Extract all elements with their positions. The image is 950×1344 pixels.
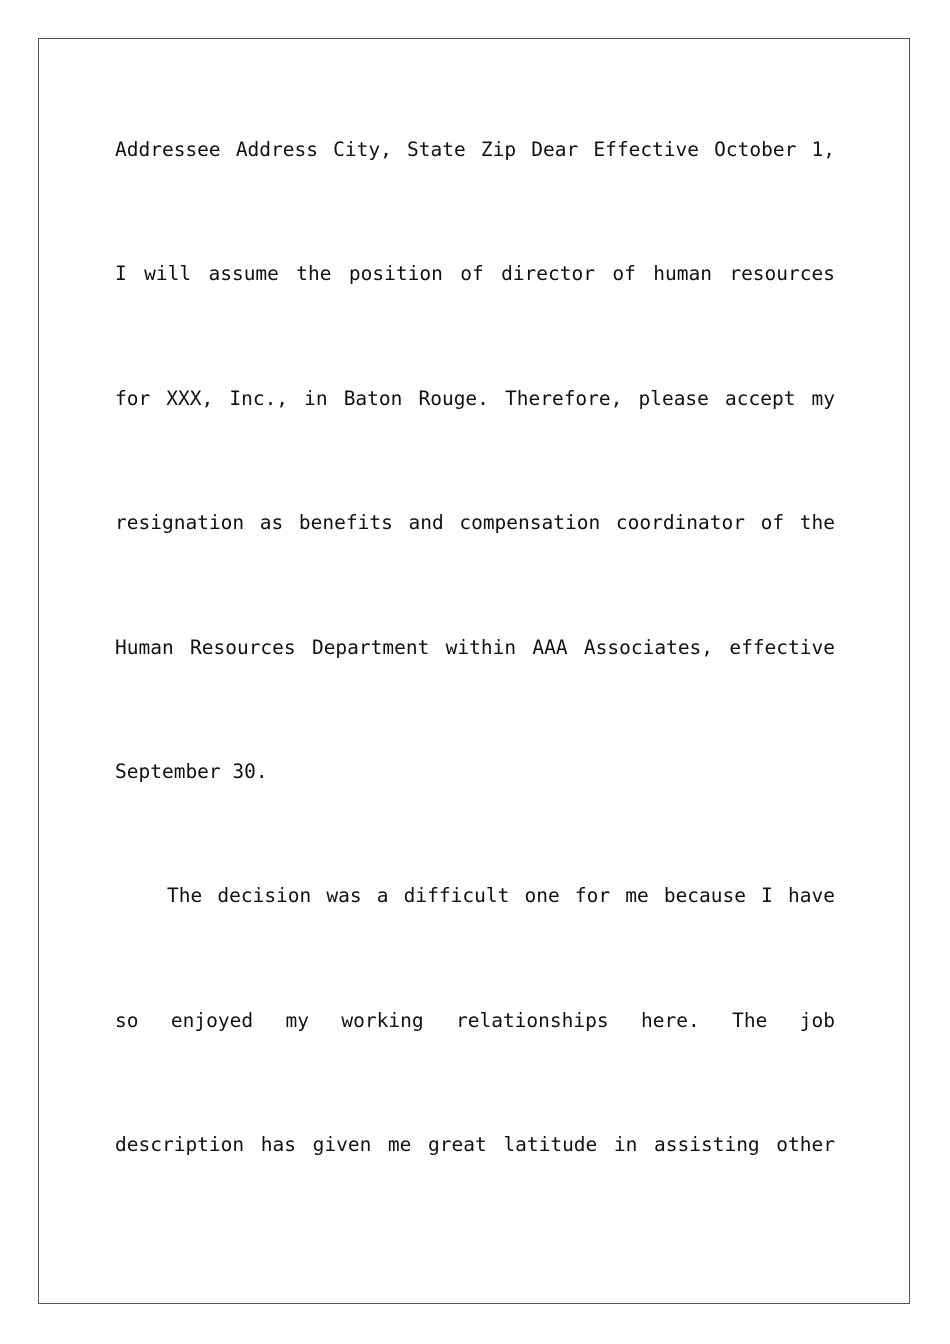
text-line-4: resignation as benefits and compensation coordinator of the (115, 511, 835, 534)
page-border (38, 38, 910, 1304)
text-line-8: so enjoyed my working relationships here. The job (115, 1009, 835, 1032)
text-line-7: The decision was a difficult one for me because I have (167, 884, 835, 907)
text-line-2: I will assume the position of director of human resources (115, 262, 835, 285)
text-line-3: for XXX, Inc., in Baton Rouge. Therefore, please accept my (115, 387, 835, 410)
text-line-9: description has given me great latitude in assisting other (115, 1133, 835, 1156)
text-line-5: Human Resources Department within AAA Associates, effective (115, 636, 835, 659)
text-line-1: Addressee Address City, State Zip Dear Effective October 1, (115, 138, 835, 161)
text-line-6: September 30. (115, 760, 268, 783)
